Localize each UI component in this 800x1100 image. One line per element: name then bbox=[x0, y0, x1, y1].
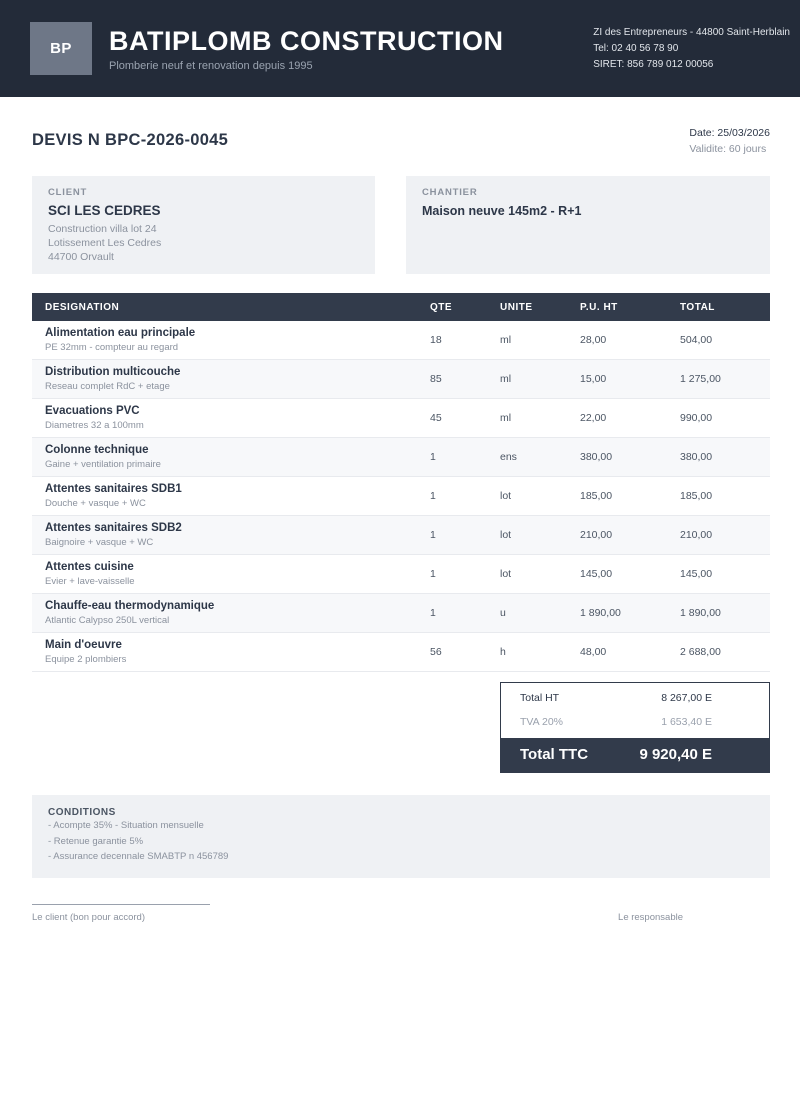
item-title: Alimentation eau principale bbox=[45, 327, 196, 339]
conditions-box bbox=[32, 795, 770, 878]
totals-box bbox=[500, 682, 770, 773]
item-subtitle: PE 32mm - compteur au regard bbox=[45, 342, 179, 353]
item-subtitle: Evier + lave-vaisselle bbox=[45, 576, 135, 587]
item-title: Chauffe-eau thermodynamique bbox=[45, 600, 215, 612]
total-ttc-label: Total TTC bbox=[520, 746, 589, 763]
chantier-box bbox=[406, 176, 770, 274]
tva-label: TVA 20% bbox=[520, 716, 563, 728]
company-siret: SIRET: 856 789 012 00056 bbox=[593, 58, 714, 70]
item-unit: lot bbox=[500, 568, 512, 580]
item-title: Attentes sanitaires SDB2 bbox=[45, 522, 182, 534]
quote-validity: Validite: 60 jours bbox=[689, 143, 767, 155]
item-unit-price: 185,00 bbox=[580, 490, 613, 502]
table-row bbox=[32, 399, 770, 438]
client-box bbox=[32, 176, 375, 274]
quote-number-title: DEVIS N BPC-2026-0045 bbox=[32, 131, 229, 149]
item-unit: ml bbox=[500, 334, 512, 346]
conditions-label: CONDITIONS bbox=[48, 807, 116, 818]
item-total: 2 688,00 bbox=[680, 646, 721, 658]
item-designation-cell bbox=[32, 555, 430, 593]
client-address-line: Construction villa lot 24 bbox=[48, 223, 157, 235]
company-identity bbox=[109, 26, 503, 72]
item-designation-cell bbox=[32, 360, 430, 398]
table-row bbox=[32, 360, 770, 399]
total-ht-label: Total HT bbox=[520, 692, 560, 704]
item-subtitle: Reseau complet RdC + etage bbox=[45, 381, 170, 392]
item-total: 990,00 bbox=[680, 412, 713, 424]
column-header-designation: DESIGNATION bbox=[45, 301, 120, 313]
item-title: Distribution multicouche bbox=[45, 366, 181, 378]
item-unit: ens bbox=[500, 451, 517, 463]
company-address: ZI des Entrepreneurs - 44800 Saint-Herblain bbox=[593, 26, 790, 38]
item-designation-cell bbox=[32, 477, 430, 515]
item-total: 504,00 bbox=[680, 334, 713, 346]
item-unit-price: 145,00 bbox=[580, 568, 613, 580]
item-designation-cell bbox=[32, 516, 430, 554]
item-qty: 18 bbox=[430, 334, 442, 346]
total-ht-row bbox=[501, 683, 769, 710]
item-unit-price: 380,00 bbox=[580, 451, 613, 463]
client-address-line: Lotissement Les Cedres bbox=[48, 237, 162, 249]
item-qty: 85 bbox=[430, 373, 442, 385]
quote-date: Date: 25/03/2026 bbox=[689, 127, 770, 139]
item-subtitle: Atlantic Calypso 250L vertical bbox=[45, 615, 170, 626]
item-unit-price: 1 890,00 bbox=[580, 607, 621, 619]
client-signature-label: Le client (bon pour accord) bbox=[32, 911, 146, 923]
item-unit: lot bbox=[500, 490, 512, 502]
item-qty: 1 bbox=[430, 451, 436, 463]
item-subtitle: Diametres 32 a 100mm bbox=[45, 420, 144, 431]
item-unit: h bbox=[500, 646, 506, 658]
condition-line: - Assurance decennale SMABTP n 456789 bbox=[48, 851, 229, 862]
title-row bbox=[32, 125, 770, 157]
item-qty: 1 bbox=[430, 607, 436, 619]
table-row bbox=[32, 594, 770, 633]
column-header-total: TOTAL bbox=[680, 301, 715, 313]
item-unit-price: 15,00 bbox=[580, 373, 607, 385]
item-subtitle: Baignoire + vasque + WC bbox=[45, 537, 154, 548]
item-qty: 1 bbox=[430, 529, 436, 541]
item-designation-cell bbox=[32, 321, 430, 359]
item-total: 1 890,00 bbox=[680, 607, 721, 619]
table-row bbox=[32, 477, 770, 516]
item-subtitle: Equipe 2 plombiers bbox=[45, 654, 127, 665]
item-designation-cell bbox=[32, 594, 430, 632]
item-total: 185,00 bbox=[680, 490, 713, 502]
total-ttc-value: 9 920,40 E bbox=[639, 746, 712, 763]
item-title: Attentes sanitaires SDB1 bbox=[45, 483, 182, 495]
item-unit-price: 22,00 bbox=[580, 412, 607, 424]
client-signature-line bbox=[32, 904, 210, 905]
client-address-line: 44700 Orvault bbox=[48, 251, 114, 263]
column-header-unit: UNITE bbox=[500, 301, 533, 313]
item-qty: 1 bbox=[430, 568, 436, 580]
responsable-signature-label: Le responsable bbox=[618, 911, 683, 923]
table-row bbox=[32, 321, 770, 360]
item-qty: 45 bbox=[430, 412, 442, 424]
info-boxes bbox=[32, 176, 770, 274]
company-name: BATIPLOMB CONSTRUCTION bbox=[109, 25, 504, 56]
item-unit: lot bbox=[500, 529, 512, 541]
item-title: Main d'oeuvre bbox=[45, 639, 122, 651]
item-subtitle: Gaine + ventilation primaire bbox=[45, 459, 161, 470]
table-row bbox=[32, 633, 770, 672]
company-logo-text: BP bbox=[50, 40, 72, 57]
item-subtitle: Douche + vasque + WC bbox=[45, 498, 146, 509]
document-body bbox=[0, 97, 800, 923]
chantier-label: CHANTIER bbox=[422, 187, 478, 198]
item-title: Colonne technique bbox=[45, 444, 149, 456]
item-designation-cell bbox=[32, 633, 430, 671]
items-table-header bbox=[32, 293, 770, 321]
table-row bbox=[32, 438, 770, 477]
tva-row bbox=[501, 710, 769, 738]
item-total: 145,00 bbox=[680, 568, 713, 580]
company-logo bbox=[30, 22, 92, 75]
client-name: SCI LES CEDRES bbox=[48, 203, 161, 218]
condition-line: - Acompte 35% - Situation mensuelle bbox=[48, 820, 204, 831]
quote-meta bbox=[689, 125, 770, 157]
client-signature-block bbox=[32, 904, 210, 923]
company-tagline: Plomberie neuf et renovation depuis 1995 bbox=[109, 59, 313, 72]
item-unit-price: 210,00 bbox=[580, 529, 613, 541]
page-header bbox=[0, 0, 800, 97]
total-ttc-row bbox=[501, 738, 769, 772]
condition-line: - Retenue garantie 5% bbox=[48, 835, 144, 847]
item-designation-cell bbox=[32, 438, 430, 476]
company-phone: Tel: 02 40 56 78 90 bbox=[593, 42, 679, 54]
item-total: 380,00 bbox=[680, 451, 713, 463]
chantier-name: Maison neuve 145m2 - R+1 bbox=[422, 204, 582, 218]
item-unit-price: 28,00 bbox=[580, 334, 607, 346]
company-contact-block bbox=[593, 25, 790, 73]
items-table-body bbox=[32, 321, 770, 672]
column-header-pu: P.U. HT bbox=[580, 301, 618, 313]
table-row bbox=[32, 555, 770, 594]
item-total: 210,00 bbox=[680, 529, 713, 541]
tva-value: 1 653,40 E bbox=[661, 716, 712, 728]
client-label: CLIENT bbox=[48, 187, 88, 198]
item-unit: ml bbox=[500, 373, 512, 385]
item-unit: ml bbox=[500, 412, 512, 424]
column-header-qty: QTE bbox=[430, 301, 453, 313]
items-table bbox=[32, 293, 770, 672]
item-designation-cell bbox=[32, 399, 430, 437]
item-qty: 1 bbox=[430, 490, 436, 502]
table-row bbox=[32, 516, 770, 555]
item-unit-price: 48,00 bbox=[580, 646, 607, 658]
item-title: Attentes cuisine bbox=[45, 561, 134, 573]
item-title: Evacuations PVC bbox=[45, 405, 140, 417]
total-ht-value: 8 267,00 E bbox=[661, 692, 712, 704]
item-total: 1 275,00 bbox=[680, 373, 721, 385]
item-qty: 56 bbox=[430, 646, 442, 658]
signature-row bbox=[32, 904, 770, 923]
item-unit: u bbox=[500, 607, 506, 619]
